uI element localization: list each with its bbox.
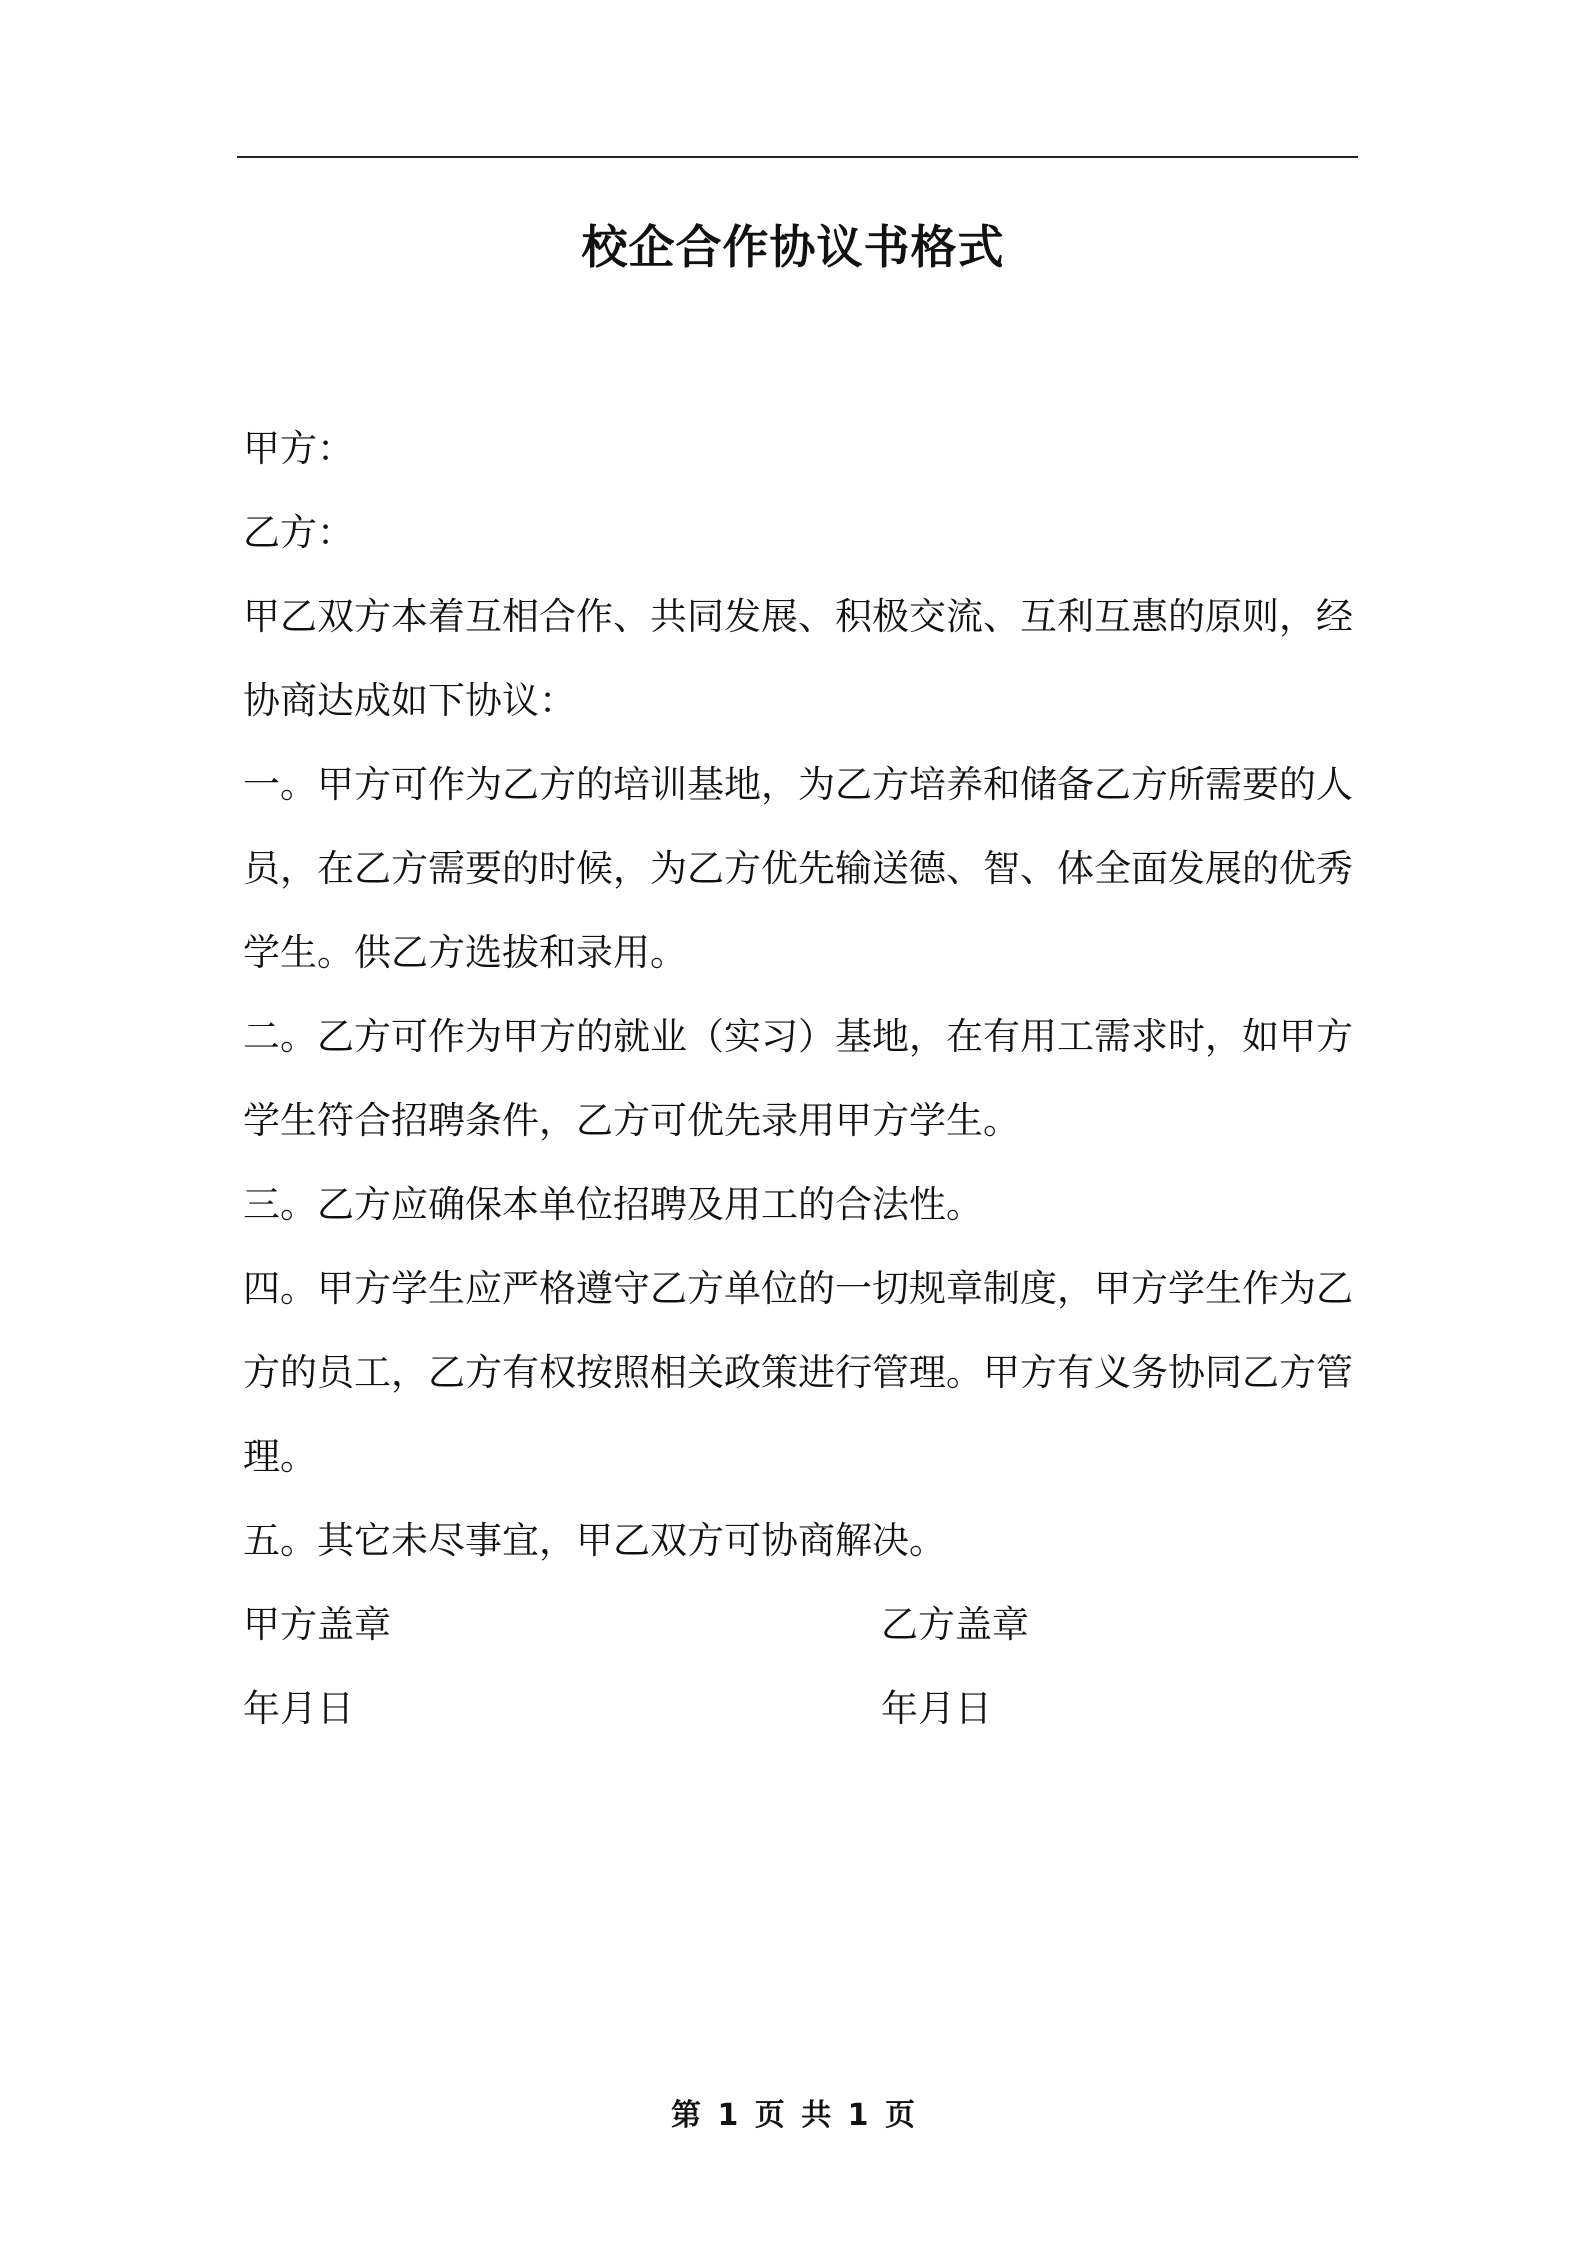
clause-3: 三。乙方应确保本单位招聘及用工的合法性。	[243, 1183, 983, 1226]
seal-row	[243, 1583, 1357, 1667]
clause-4: 四。甲方学生应严格遵守乙方单位的一切规章制度，甲方学生作为乙方的员工，乙方有权按照相关政策进行管理。甲方有义务协同乙方管理。	[243, 1267, 1353, 1478]
clause-2: 二。乙方可作为甲方的就业（实习）基地，在有用工需求时，如甲方学生符合招聘条件，乙方可优先录用甲方学生。	[243, 1015, 1353, 1142]
party-a-date: 年月日	[243, 1687, 354, 1730]
party-b-line: 乙方：	[243, 511, 354, 554]
party-a-line: 甲方：	[243, 427, 354, 470]
clause-1: 一。甲方可作为乙方的培训基地，为乙方培养和储备乙方所需要的人员，在乙方需要的时候，为乙方优先输送德、智、体全面发展的优秀学生。供乙方选拔和录用。	[243, 763, 1353, 974]
intro-paragraph: 甲乙双方本着互相合作、共同发展、积极交流、互利互惠的原则，经协商达成如下协议：	[243, 595, 1353, 722]
page-indicator: 第 1 页 共 1 页	[671, 2098, 915, 2133]
party-b-date: 年月日	[881, 1687, 992, 1730]
document-body	[243, 407, 1357, 1751]
document-title: 校企合作协议书格式	[581, 220, 1005, 274]
clause-5: 五。其它未尽事宜，甲乙双方可协商解决。	[243, 1519, 946, 1562]
party-b-seal: 乙方盖章	[881, 1603, 1029, 1646]
date-row	[243, 1667, 1357, 1751]
header-rule	[237, 156, 1358, 158]
party-a-seal: 甲方盖章	[243, 1603, 391, 1646]
